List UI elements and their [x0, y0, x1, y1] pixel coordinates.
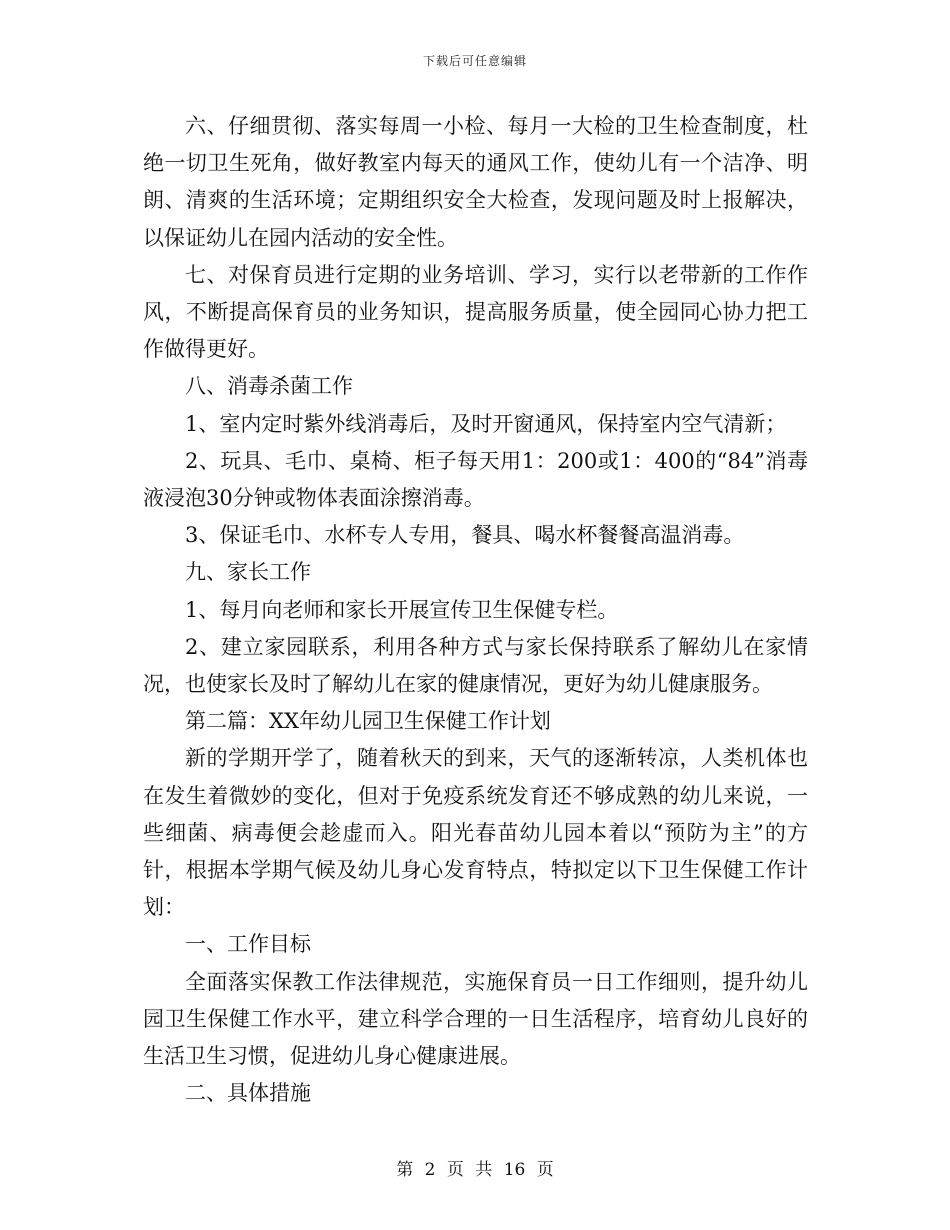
page-header: 下载后可任意编辑: [422, 54, 527, 68]
section-heading: 九、家长工作: [185, 560, 311, 585]
chapter-title: 第二篇：XX年幼儿园卫生保健工作计划: [185, 709, 551, 734]
section-heading: 二、具体措施: [185, 1081, 311, 1106]
document-body: [143, 108, 808, 1112]
paragraph: 2、建立家园联系，利用各种方式与家长保持联系了解幼儿在家情况，也使家长及时了解幼儿在家的健康情况，更好为幼儿健康服务。: [143, 634, 808, 697]
page-footer: 第 2 页 共 16 页: [396, 1160, 554, 1180]
paragraph: 3、保证毛巾、水杯专人专用，餐具、喝水杯餐餐高温消毒。: [185, 523, 745, 548]
paragraph: 1、室内定时紫外线消毒后，及时开窗通风，保持室内空气清新；: [185, 411, 787, 436]
section-heading: 一、工作目标: [185, 932, 311, 957]
section-heading: 八、消毒杀菌工作: [185, 374, 353, 399]
paragraph: 新的学期开学了，随着秋天的到来，天气的逐渐转凉，人类机体也在发生着微妙的变化，但对于免疫系统发育还不够成熟的幼儿来说，一些细菌、病毒便会趁虚而入。阳光春苗幼儿园本着以“预防为主”的方针，根据本学期气候及幼儿身心发育特点，特拟定以下卫生保健工作计划：: [143, 746, 808, 920]
paragraph: 1、每月向老师和家长开展宣传卫生保健专栏。: [185, 597, 619, 622]
paragraph: 六、仔细贯彻、落实每周一小检、每月一大检的卫生检查制度，杜绝一切卫生死角，做好教室内每天的通风工作，使幼儿有一个洁净、明朗、清爽的生活环境；定期组织安全大检查，发现问题及时上报解决，以保证幼儿在园内活动的安全性。: [143, 114, 808, 250]
paragraph: 2、玩具、毛巾、桌椅、柜子每天用1：200或1：400的“84”消毒液浸泡30分钟或物体表面涂擦消毒。: [143, 448, 808, 511]
paragraph: 全面落实保教工作法律规范，实施保育员一日工作细则，提升幼儿园卫生保健工作水平，建立科学合理的一日生活程序，培育幼儿良好的生活卫生习惯，促进幼儿身心健康进展。: [143, 969, 808, 1069]
paragraph: 七、对保育员进行定期的业务培训、学习，实行以老带新的工作作风，不断提高保育员的业务知识，提高服务质量，使全园同心协力把工作做得更好。: [143, 262, 808, 362]
